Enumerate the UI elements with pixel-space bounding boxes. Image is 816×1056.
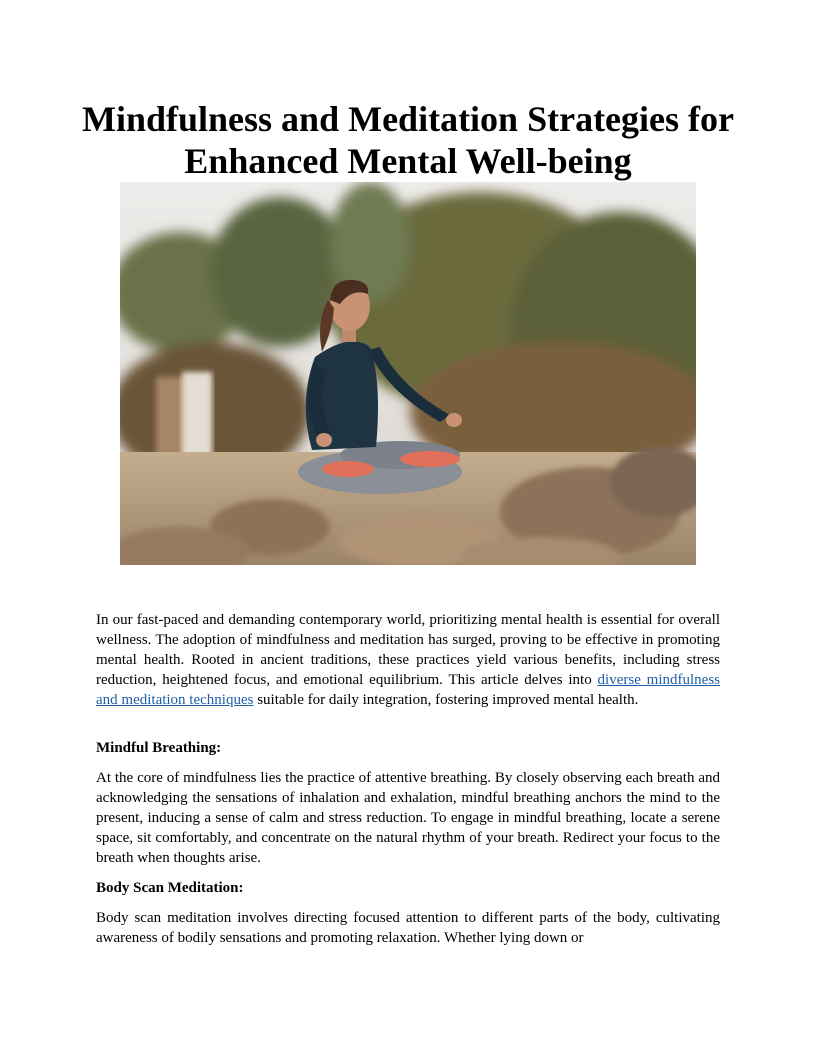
hero-image-woman-meditating: [120, 182, 696, 565]
paragraph-mindful-breathing: At the core of mindfulness lies the practice of attentive breathing. By closely observing each breath and acknowledging the sensations of inhalation and exhalation, mindful breathing anchors the mind to the present, inducing a sense of calm and stress reduction. To engage in mindful breathing, locate a serene space, sit comfortably, and concentrate on the natural rhythm of your breath. Redirect your focus to the breath when thoughts arise.: [96, 770, 720, 866]
heading-body-scan: Body Scan Meditation:: [96, 880, 244, 896]
paragraph-body-scan: Body scan meditation involves directing focused attention to different parts of the body, cultivating awareness of bodily sensations and promoting relaxation. Whether lying down or: [96, 910, 720, 946]
heading-mindful-breathing: Mindful Breathing:: [96, 740, 222, 756]
techniques-link[interactable]: diverse mindfulness and meditation techniques: [96, 672, 720, 708]
intro-paragraph: In our fast-paced and demanding contemporary world, prioritizing mental health is essential for overall wellness. The adoption of mindfulness and meditation has surged, proving to be effective in promoting mental health. Rooted in ancient traditions, these practices yield various benefits, including stress reduction, heightened focus, and emotional equilibrium. This article delves into diverse mindfulness and meditation techniques suitable for daily integration, fostering improved mental health.: [96, 612, 720, 708]
page-title: Mindfulness and Meditation Strategies for Enhanced Mental Well-being: [82, 99, 734, 181]
